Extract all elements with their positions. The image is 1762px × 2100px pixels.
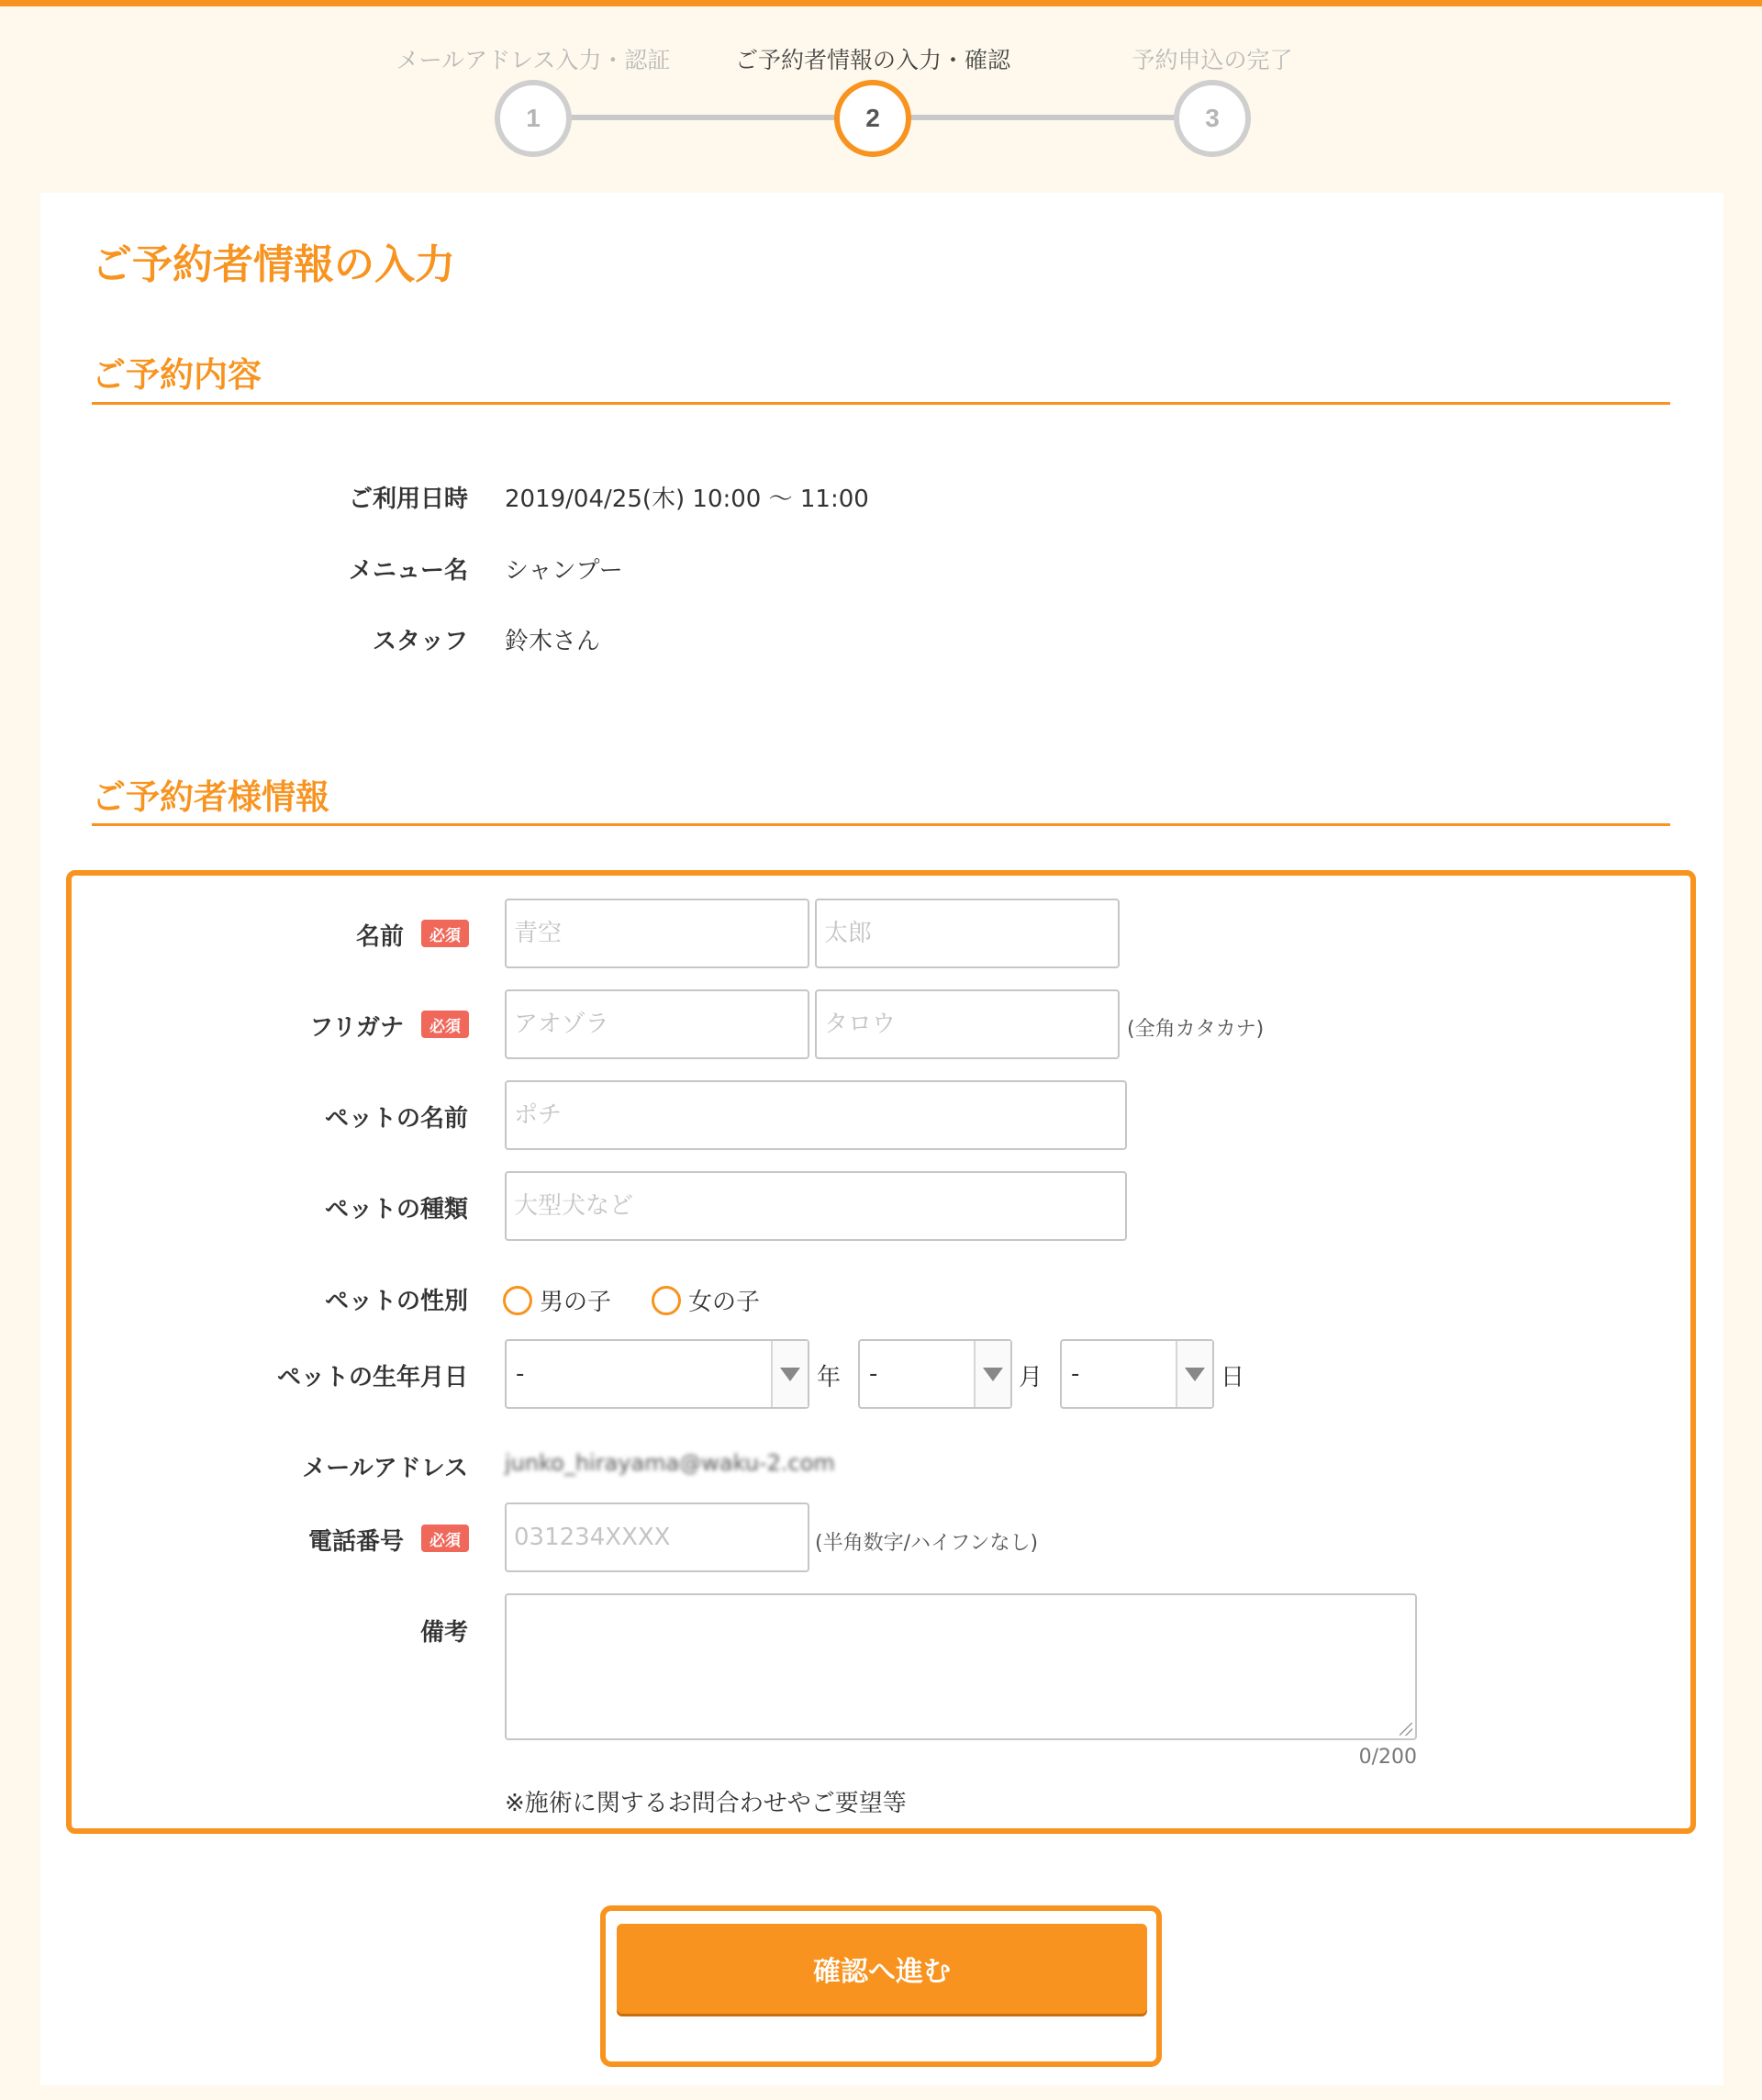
month-unit: 月 [1019,1364,1043,1391]
reservation-section-rule [92,402,1670,405]
menu-name-label: メニュー名 [348,557,468,585]
staff-value: 鈴木さん [505,628,601,655]
email-label: メールアドレス [302,1455,468,1482]
step-circle-2: 2 [834,80,911,157]
pet-gender-label: ペットの性別 [324,1288,468,1315]
step-label-3: 予約申込の完了 [1132,47,1293,73]
staff-label: スタッフ [372,628,468,655]
pet-type-input[interactable] [505,1171,1127,1241]
remarks-char-counter: 0/200 [1358,1746,1417,1769]
stepper-connector-2 [909,115,1175,120]
furigana-hint: (全角カタカナ) [1127,1018,1265,1041]
customer-section-title: ご予約者様情報 [92,777,329,817]
reservation-section-title: ご予約内容 [92,355,262,395]
gender-option-female[interactable] [652,1283,760,1317]
furigana-label: フリガナ [309,1014,404,1042]
phone-label: 電話番号 [307,1528,404,1556]
phone-required-badge: 必須 [421,1525,469,1552]
pet-name-input[interactable] [505,1080,1127,1150]
gender-male-label[interactable]: 男の子 [540,1289,612,1316]
remarks-textarea[interactable] [505,1593,1417,1740]
resize-grip-icon[interactable] [1400,1723,1412,1736]
last-name-kana-input[interactable] [505,989,809,1059]
birth-day-dropdown-icon[interactable] [1176,1341,1212,1407]
customer-section-rule [92,823,1670,826]
pet-type-label: ペットの種類 [324,1196,468,1223]
email-value: junko_hirayama@waku-2.com [505,1450,835,1476]
birth-day-select[interactable] [1060,1339,1214,1409]
birth-day-value: - [1071,1360,1080,1388]
step-circle-3: 3 [1174,80,1251,157]
page-title: ご予約者情報の入力 [92,241,455,288]
usage-datetime-label: ご利用日時 [348,486,468,513]
phone-hint: (半角数字/ハイフンなし) [815,1532,1039,1555]
last-name-input[interactable] [505,899,809,968]
gender-female-label[interactable]: 女の子 [688,1289,761,1316]
birth-month-dropdown-icon[interactable] [974,1341,1010,1407]
birth-month-value: - [869,1360,878,1388]
year-unit: 年 [817,1364,842,1391]
first-name-kana-input[interactable] [815,989,1120,1059]
birth-year-value: - [516,1360,525,1388]
remarks-label: 備考 [419,1619,468,1647]
birth-year-select[interactable] [505,1339,809,1409]
name-required-badge: 必須 [421,920,469,947]
confirm-button[interactable]: 確認へ進む [617,1924,1147,2014]
name-label: 名前 [355,923,404,951]
step-label-1: メールアドレス入力・認証 [396,47,671,73]
first-name-input[interactable] [815,899,1120,968]
day-unit: 日 [1221,1364,1245,1391]
birth-year-dropdown-icon[interactable] [771,1341,808,1407]
phone-input[interactable] [505,1502,809,1572]
birth-month-select[interactable] [858,1339,1012,1409]
step-circle-1: 1 [495,80,572,157]
progress-stepper [0,0,1762,184]
furigana-required-badge: 必須 [421,1011,469,1038]
pet-birthday-label: ペットの生年月日 [276,1364,468,1391]
gender-male-radio[interactable] [503,1286,532,1315]
stepper-connector-1 [569,115,835,120]
pet-name-label: ペットの名前 [324,1105,468,1133]
usage-datetime-value: 2019/04/25(木) 10:00 〜 11:00 [505,486,869,513]
gender-option-male[interactable] [503,1283,611,1317]
gender-female-radio[interactable] [652,1286,681,1315]
remarks-note: ※施術に関するお問合わせやご要望等 [505,1790,907,1817]
menu-name-value: シャンプー [505,557,623,585]
step-label-2: ご予約者情報の入力・確認 [734,47,1010,73]
